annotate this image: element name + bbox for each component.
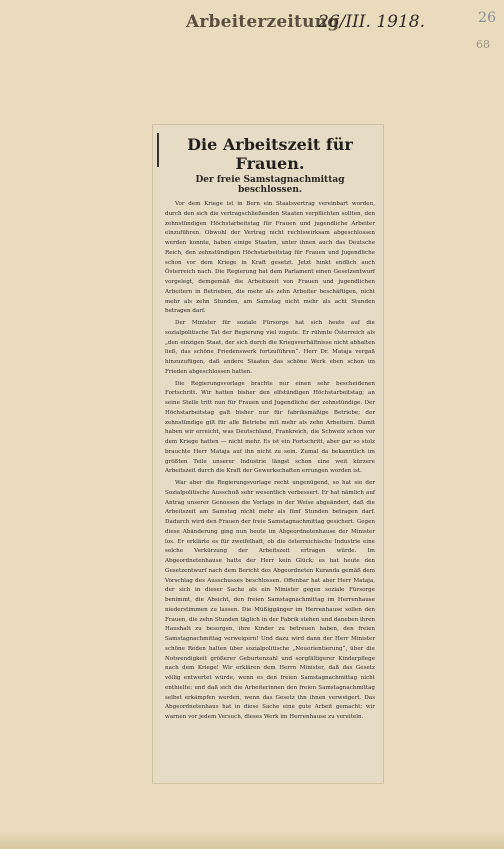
page-number-stamp: 26: [478, 10, 496, 26]
pencil-archive-number: 68: [476, 38, 490, 51]
handwritten-date: 26/III. 1918.: [318, 12, 425, 32]
newspaper-name-stamp: Arbeiterzeitung: [186, 12, 340, 32]
article-paragraph: Vor dem Kriege ist in Bern ein Staatsvertrag vereinbart worden, durch den sich die vertragschließenden Staaten verpflichten sollten, den zehnstündigen Höchstarbeitstag für Frauen und jugendliche Arbeiter einzuführen. Obwohl der Vertrag nicht rechtswirksam abgeschlossen werden konnte, haben einige Staaten, unter ihnen auch das Deutsche Reich, den zehnstündigen Höchstarbeitstag für Frauen und Jugendliche schon vor dem Kriege in Kraft gesetzt. Jetzt hinkt endlich auch Österreich nach. Die Regierung hat dem Parlament einen Gesetzentwurf vorgelegt, demgemäß die Arbeitszeit von Frauen und jugendlichen Arbeitern in Betrieben, die mehr als zehn Arbeiter beschäftigen, nicht mehr als zehn Stunden, am Samstag nicht mehr als acht Stunden betragen darf.: [165, 201, 375, 315]
article-body: [165, 200, 375, 723]
page-bottom-edge: [0, 831, 504, 849]
article-paragraph: Die Regierungsvorlage brachte nur einen sehr bescheidenen Fortschritt. Wir hatten bisher den elfstündigen Höchstarbeitstag; an seine Stelle tritt nun für Frauen und Jugendliche der zehnstündige. Der Höchstarbeitstag galt bisher nur für fabriksmäßige Betriebe; der zehnstündige gilt für alle Betriebe mit mehr als zehn Arbeitern. Damit haben wir erreicht, was Deutschland, Frankreich, die Schweiz schon vor dem Kriege hatten — nicht mehr. Es ist ein Fortschritt, aber gar so stolz brauchte Herr Mataja auf ihn nicht zu sein. Zumal da bekanntlich im größten Teile unserer Industrie längst schon eine weit kürzere Arbeitszeit durch die Kraft der Gewerkschaften errungen worden ist.: [165, 380, 375, 475]
clipping-margin-rule: [157, 133, 159, 167]
article-subtitle: Der freie Samstagnachmittag beschlossen.: [195, 175, 345, 195]
article-title: Die Arbeitszeit für Frauen.: [187, 135, 353, 173]
newspaper-clipping: [152, 124, 384, 784]
article-paragraph: Der Minister für soziale Fürsorge hat sich heute auf die sozialpolitische Tat der Regierung viel zugute. Er rühmte Österreich als „den einzigen Staat, der sich durch die Kriegsverhältnisse nicht abhalten ließ, das schöne Friedenswerk fortzuführen“. Herr Dr. Mataja vergaß hinzuzufügen, daß andere Staaten das schöne Werk eben schon im Frieden abgeschlossen hatten.: [165, 320, 375, 375]
article-paragraph: War aber die Regierungsvorlage recht ungenügend, so hat sie der Sozialpolitische Ausschuß sehr wesentlich verbessert. Er hat nämlich auf Antrag unserer Genossen die Vorlage in der Weise abgeändert, daß die Arbeitszeit am Samstag nicht mehr als fünf Stunden betragen darf. Dadurch wird den Frauen der freie Samstagnachmittag gesichert. Gegen diese Abänderung ging nun heute im Abgeordnetenhause der Minister los. Er erklärte es für zweifelhaft, ob die österreichische Industrie eine solche Verkürzung der Arbeitszeit ertragen würde. Im Abgeordnetenhause hatte der Herr kein Glück; es hat heute den Gesetzentwurf nach dem Bericht des Abgeordneten Kuranda gemäß dem Vorschlag des Ausschusses beschlossen. Offenbar hat aber Herr Mataja, der sich in dieser Sache als ein Minister gegen soziale Fürsorge benimmt, die Absicht, den freien Samstagnachmittag im Herrenhause niederstimmen zu lassen. Die Müßiggänger im Herrenhause sollen den Frauen, die zehn Stunden täglich in der Fabrik stehen und daneben ihren Haushalt zu besorgen, ihre Kinder zu betreuen haben, den freien Samstagnachmittag verweigern! Und dazu wird dann der Herr Minister schöne Reden halten über sozialpolitische „Neuorientierung“, über die Notwendigkeit größerer Geburtenzahl und sorgfältigerer Kinderpflege nach dem Kriege! Wir erklären dem Herrn Minister, daß das Gesetz völlig entwertet würde, wenn es den freien Samstagnachmittag nicht enthielte; und daß sich die Arbeiterinnen den freien Samstagnachmittag selbst erkämpfen werden, wenn das Gesetz ihn ihnen verweigert. Das Abgeordnetenhaus hat in diese Sache eine gute Arbeit gemacht; wir warnen vor jedem Versuch, dieses Werk im Herrenhause zu vereiteln.: [165, 480, 375, 720]
